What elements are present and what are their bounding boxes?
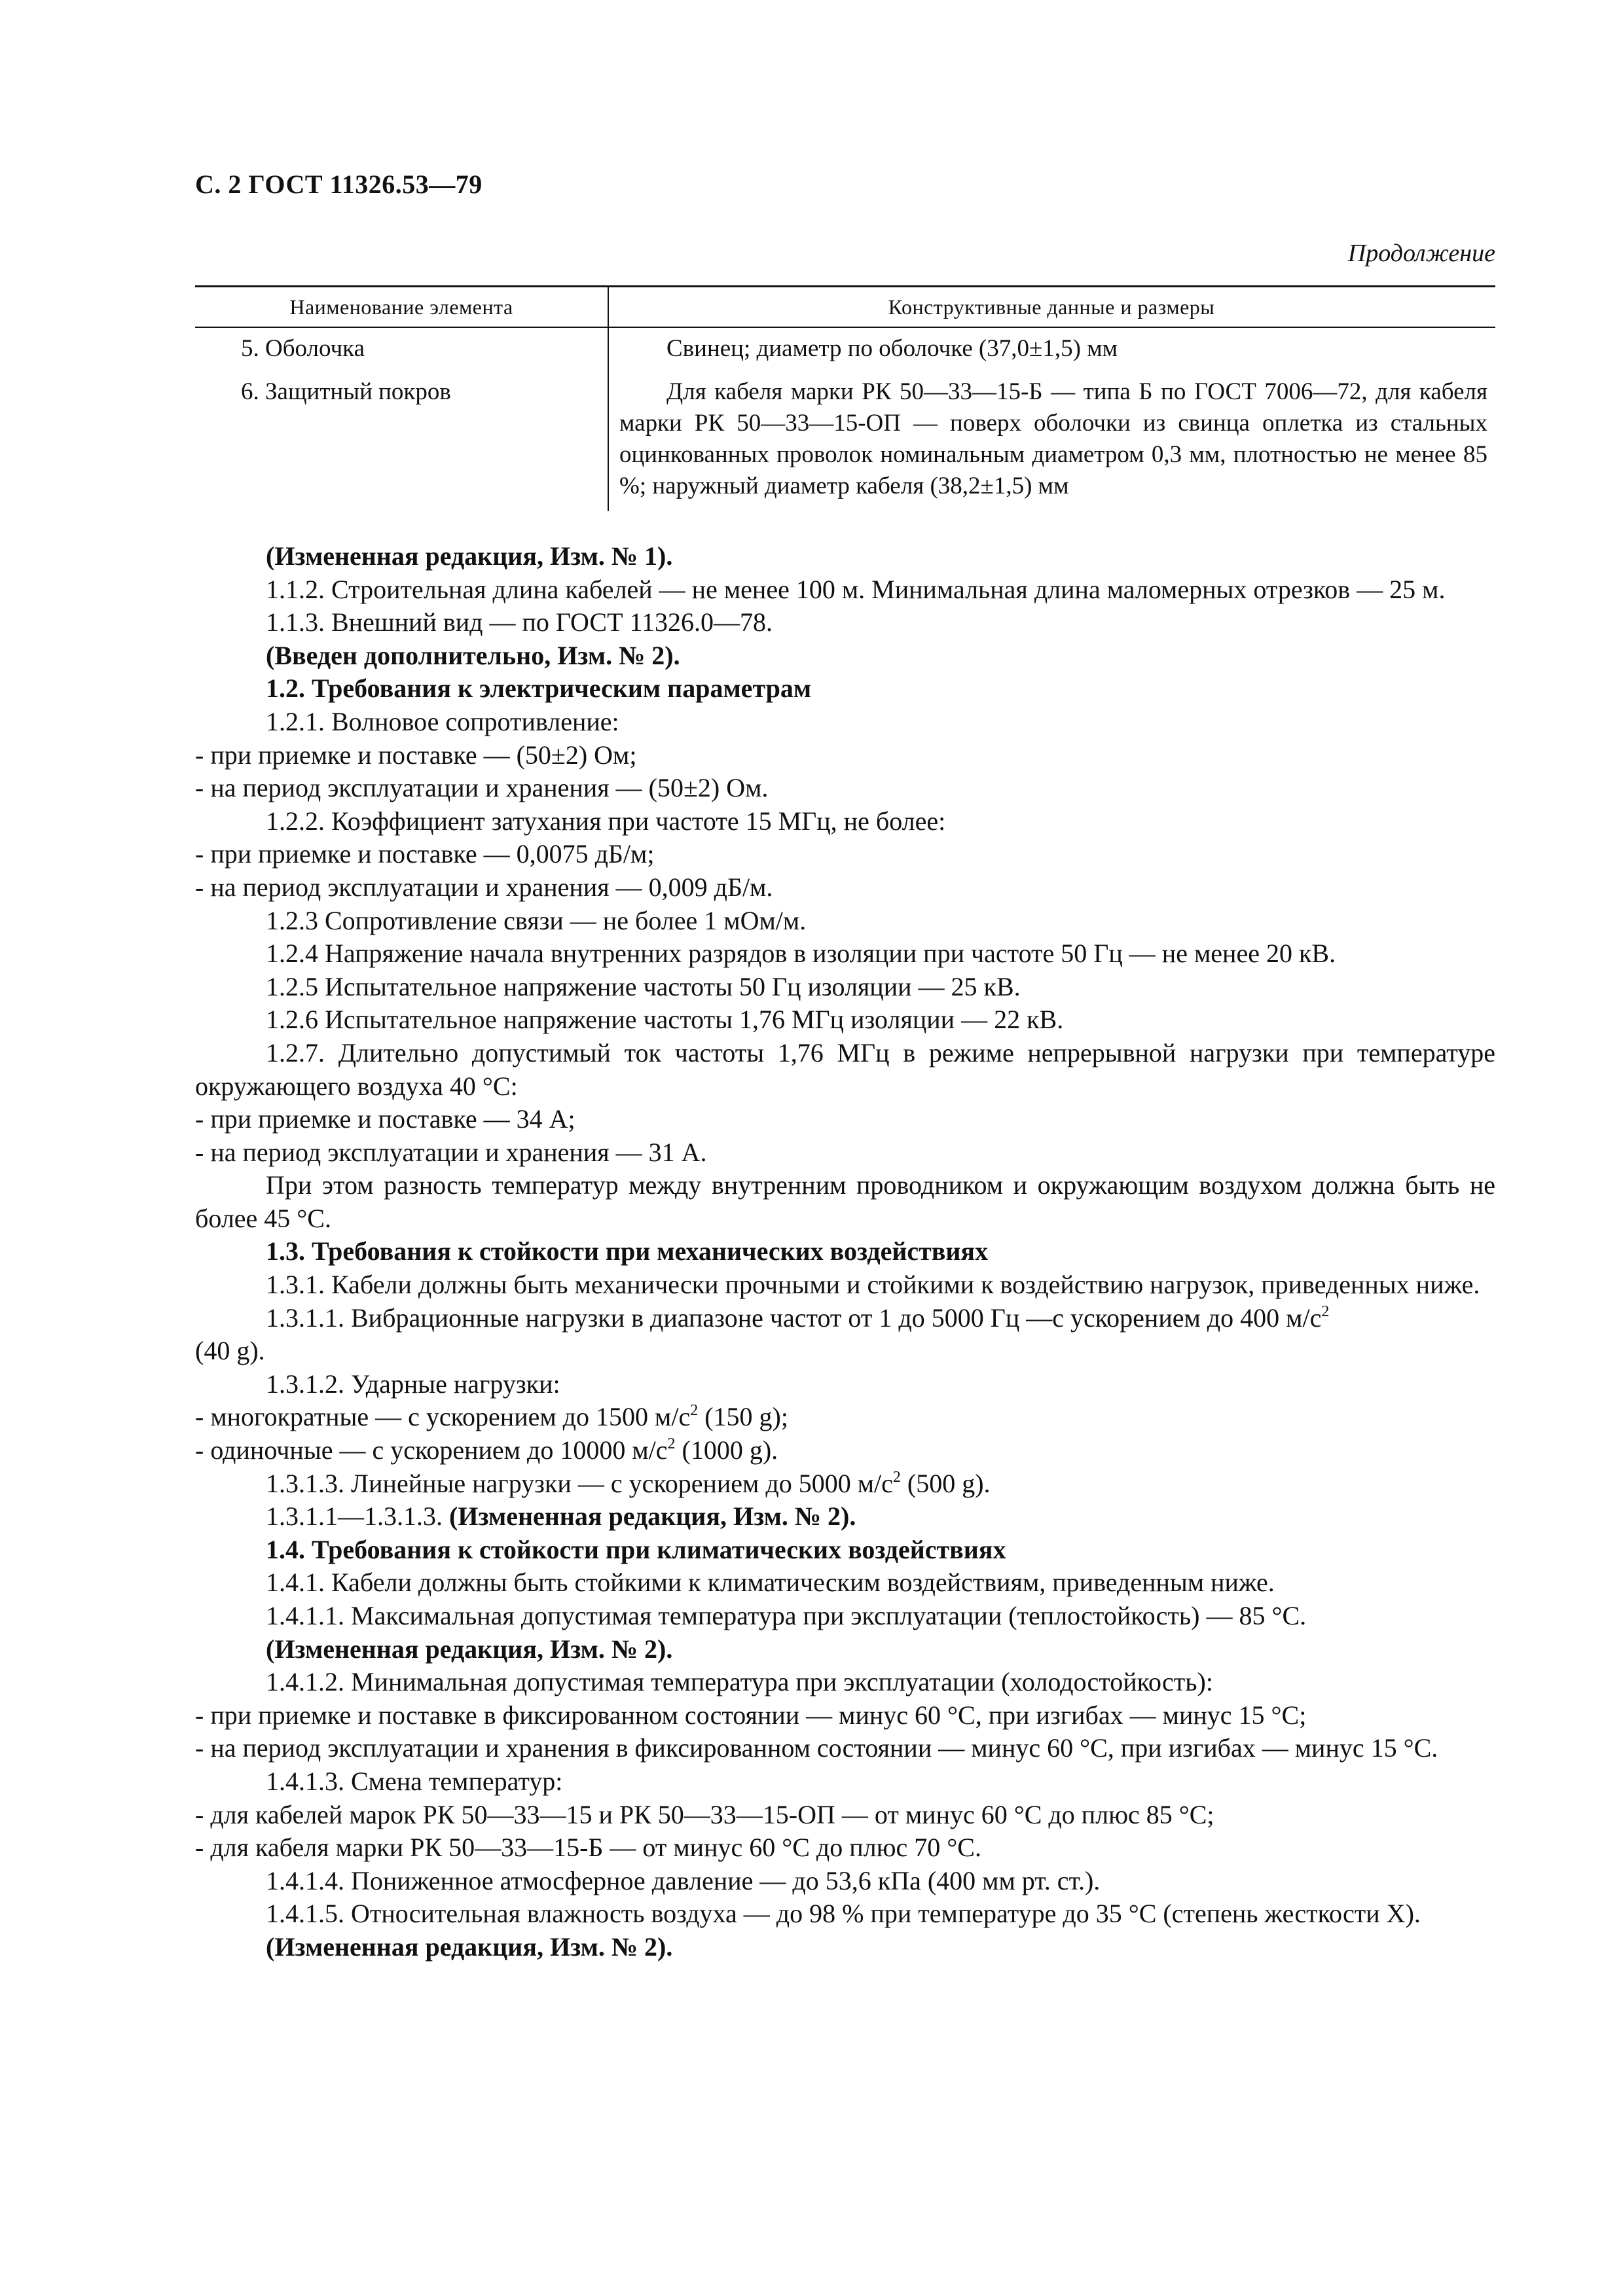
paragraph: 1.4.1. Кабели должны быть стойкими к климатическим воздействиям, приведенным ниже. [266,1568,1275,1598]
amendment-note: (Измененная редакция, Изм. № 2). [266,1634,673,1664]
row-name: 6. Защитный покров [241,378,451,405]
list-item: - одиночные — с ускорением до 10000 $м/с^2$ (1000 g). [195,1435,778,1465]
paragraph: 1.1.2. Строительная длина кабелей — не менее 100 м. Минимальная длина маломерных отрезков — 25 м. [266,574,1446,604]
paragraph: При этом разность температур между внутренним проводником и окружающим воздухом должна быть не более 45 °С. [195,1170,1495,1233]
list-item: - на период эксплуатации и хранения — 0,009 дБ/м. [195,872,773,902]
list-item: - на период эксплуатации и хранения — (50±2) Ом. [195,773,769,803]
section-heading: 1.2. Требования к электрическим параметрам [266,673,812,704]
paragraph: 1.2.3 Сопротивление связи — не более 1 мОм/м. [266,905,807,935]
table-column-divider [608,285,609,511]
list-item: - для кабелей марок РК 50—33—15 и РК 50—33—15-ОП — от минус 60 °С до плюс 85 °С; [195,1799,1214,1829]
section-heading: 1.3. Требования к стойкости при механических воздействиях [266,1236,989,1266]
spec-table [195,285,1495,502]
paragraph: 1.3.1.2. Ударные нагрузки: [266,1369,560,1399]
table-header [195,287,1495,327]
amendment-note: (Введен дополнительно, Изм. № 2). [266,640,680,670]
list-item: - на период эксплуатации и хранения — 31 А. [195,1137,707,1167]
list-item: - для кабеля марки РК 50—33—15-Б — от минус 60 °С до плюс 70 °С. [195,1833,981,1863]
table-row [195,376,1495,502]
page-title: С. 2 ГОСТ 11326.53—79 [195,170,483,199]
paragraph: 1.4.1.1. Максимальная допустимая температура при эксплуатации (теплостойкость) — 85 °С. [266,1601,1307,1630]
paragraph: 1.4.1.4. Пониженное атмосферное давление — до 53,6 кПа (400 мм рт. ст.). [266,1865,1101,1895]
list-item: - при приемке и поставке — (50±2) Ом; [195,740,637,770]
paragraph: 1.2.4 Напряжение начала внутренних разрядов в изоляции при частоте 50 Гц — не менее 20 кВ. [266,939,1336,969]
paragraph: 1.3.1.3. Линейные нагрузки — с ускорением до 5000 $м/с^2$ (500 g). [266,1468,991,1498]
paragraph: 1.3.1.1—1.3.1.3. (Измененная редакция, Изм. № 2). [266,1501,856,1532]
list-item: - при приемке и поставке — 34 А; [195,1104,575,1134]
amendment-note: (Измененная редакция, Изм. № 2). [266,1931,673,1962]
table-row [195,333,1495,372]
paragraph: 1.3.1.1. Вибрационные нагрузки в диапазоне частот от 1 до 5000 Гц —с ускорением до 400 $м/с^2$ (40 g). [195,1302,1330,1366]
amendment-note: (Измененная редакция, Изм. № 1). [266,541,673,571]
continuation-label: Продолжение [1347,240,1495,267]
document-body [195,540,1495,1964]
paragraph: 1.4.1.2. Минимальная допустимая температура при эксплуатации (холодостойкость): [266,1667,1213,1697]
paragraph: 1.2.2. Коэффициент затухания при частоте 15 МГц, не более: [266,806,946,836]
list-item: - на период эксплуатации и хранения в фиксированном состоянии — минус 60 °С, при изгибах — минус 15 °С. [195,1733,1438,1763]
row-value: Для кабеля марки РК 50—33—15-Б — типа Б по ГОСТ 7006—72, для кабеля марки РК 50—33—15-ОП — поверх оболочки из свинца оплетка из стальных оцинкованных проволок номинальным диаметром 0,3 мм, плотностью не менее 85 %; наружный диаметр кабеля (38,2±1,5) мм [619,378,1487,499]
paragraph: 1.2.5 Испытательное напряжение частоты 50 Гц изоляции — 25 кВ. [266,971,1021,1001]
paragraph: 1.2.6 Испытательное напряжение частоты 1,76 МГц изоляции — 22 кВ. [266,1005,1064,1035]
column-header-name: Наименование элемента [289,295,513,319]
list-item: - при приемке и поставке — 0,0075 дБ/м; [195,839,655,869]
paragraph: 1.3.1. Кабели должны быть механически прочными и стойкими к воздействию нагрузок, приведенных ниже. [266,1270,1480,1300]
table-header-rule [195,327,1495,328]
list-item: - многократные — с ускорением до 1500 $м/с^2$ (150 g); [195,1402,788,1432]
paragraph: 1.2.7. Длительно допустимый ток частоты 1,76 МГц в режиме непрерывной нагрузки при температуре окружающего воздуха 40 °С: [195,1037,1495,1101]
row-value: Свинец; диаметр по оболочке (37,0±1,5) мм [666,335,1118,362]
paragraph: 1.4.1.3. Смена температур: [266,1766,563,1796]
paragraph: 1.1.3. Внешний вид — по ГОСТ 11326.0—78. [266,607,773,637]
paragraph: 1.2.1. Волновое сопротивление: [266,706,619,736]
list-item: - при приемке и поставке в фиксированном состоянии — минус 60 °С, при изгибах — минус 15 °С; [195,1700,1307,1730]
column-header-data: Конструктивные данные и размеры [888,295,1215,319]
row-name: 5. Оболочка [241,335,365,362]
section-heading: 1.4. Требования к стойкости при климатических воздействиях [266,1534,1006,1564]
paragraph: 1.4.1.5. Относительная влажность воздуха — до 98 % при температуре до 35 °С (степень жесткости X). [266,1899,1421,1929]
